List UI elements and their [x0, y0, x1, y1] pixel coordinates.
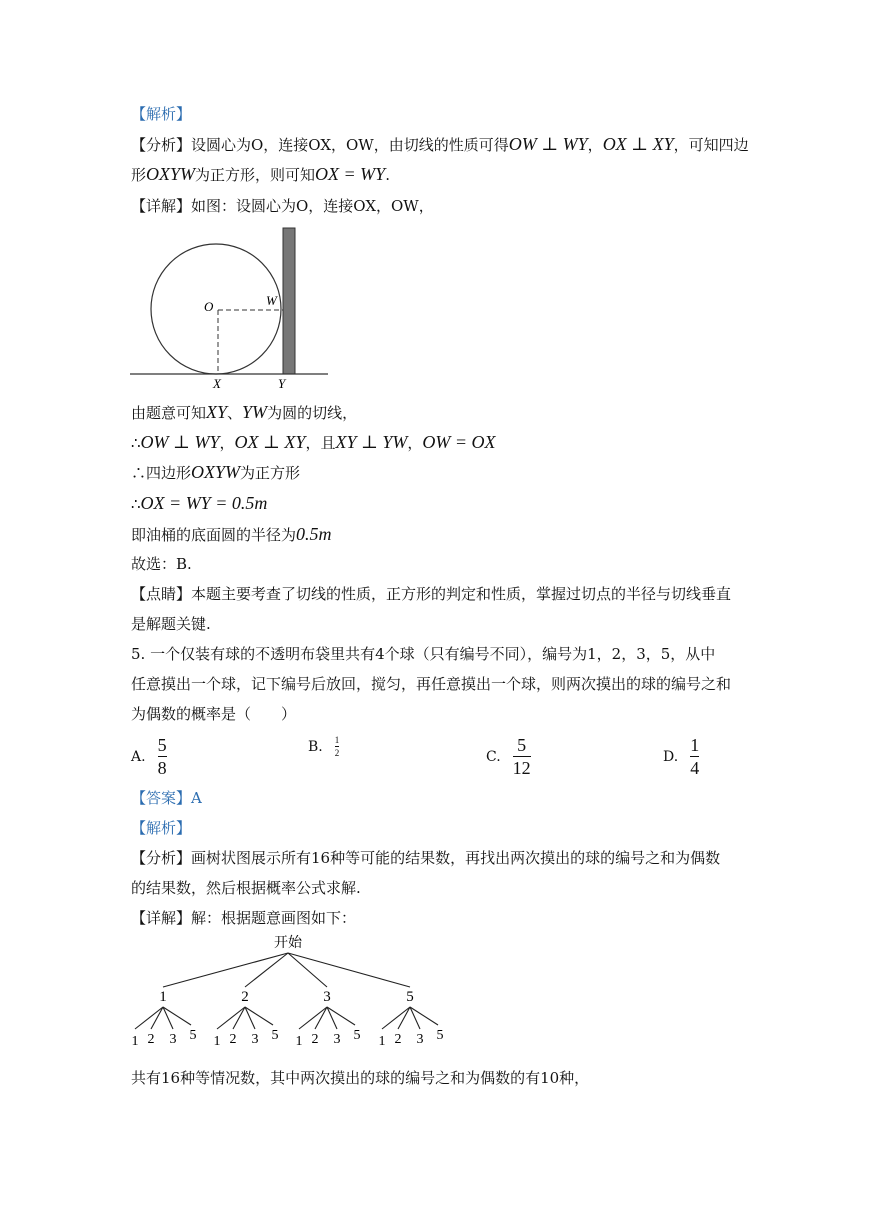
option-c — [486, 735, 531, 778]
tree-branch — [163, 953, 288, 987]
answer-line: 【答案】A — [131, 789, 202, 807]
text: ，且 — [305, 434, 336, 452]
detail-line-3 — [131, 432, 496, 453]
detail-line-4 — [131, 462, 300, 483]
question-line-1: 5. 一个仅装有球的不透明布袋里共有4个球（只有编号不同），编号为1，2，3，5，从中 — [131, 645, 716, 663]
tree-node-level2: 3 — [416, 1032, 424, 1047]
fraction-bar — [690, 756, 699, 757]
math: OW = OX — [422, 432, 496, 452]
option-d — [663, 735, 699, 778]
tree-node-level2: 1 — [378, 1034, 386, 1049]
tree-node-level2: 5 — [271, 1028, 279, 1043]
fraction — [335, 735, 340, 758]
tree-branch — [299, 1007, 327, 1029]
tree-branch — [217, 1007, 245, 1029]
tree-node-level2: 2 — [394, 1032, 402, 1047]
text: ， — [587, 136, 603, 154]
text: ∴ — [131, 434, 141, 452]
tree-node-level2: 1 — [213, 1034, 221, 1049]
label-Y: Y — [278, 376, 286, 391]
tree-node-level1: 1 — [159, 989, 167, 1005]
tree-node-level2: 1 — [295, 1034, 303, 1049]
detail2-line: 【详解】解：根据题意画图如下： — [131, 909, 357, 927]
tree-node-level2: 2 — [311, 1032, 319, 1047]
math: OW ⊥ WY — [140, 432, 220, 452]
tree-node-level2: 5 — [353, 1028, 361, 1043]
denominator: 12 — [512, 758, 531, 778]
numerator: 1 — [690, 735, 700, 755]
tree-node-level2: 5 — [436, 1028, 444, 1043]
text: 为圆的切线， — [267, 404, 358, 422]
circle-tangent-figure — [128, 225, 333, 393]
detail-line: 【详解】如图：设圆心为O，连接OX，OW， — [131, 197, 434, 215]
math: XY — [206, 402, 228, 422]
tree-branch — [245, 953, 288, 987]
tree-root-label: 开始 — [274, 936, 302, 951]
analysis-line-1 — [131, 134, 749, 155]
text: 为正方形，则可知 — [195, 166, 316, 184]
tree-branch — [233, 1007, 245, 1029]
tree-branch — [382, 1007, 410, 1029]
tree-node-level1: 3 — [323, 989, 331, 1005]
text: 形 — [131, 166, 147, 184]
text: ， — [219, 434, 235, 452]
tree-node-level1: 2 — [241, 989, 249, 1005]
option-label: D. — [663, 748, 679, 765]
option-b — [308, 735, 339, 758]
tree-node-level2: 3 — [169, 1032, 177, 1047]
analysis2-line-1: 【分析】画树状图展示所有16种等可能的结果数，再找出两次摸出的球的编号之和为偶数 — [131, 849, 721, 867]
option-label: B. — [308, 738, 323, 755]
fraction — [513, 735, 531, 778]
tree-node-level2: 2 — [229, 1032, 237, 1047]
section-heading-analysis-2: 【解析】 — [131, 819, 192, 837]
text: 、 — [227, 404, 243, 422]
numerator: 5 — [517, 735, 527, 755]
fraction — [690, 735, 699, 778]
math: OXYW — [191, 462, 241, 482]
fraction — [158, 735, 167, 778]
denominator: 4 — [690, 758, 700, 778]
question-line-2: 任意摸出一个球，记下编号后放回，搅匀，再任意摸出一个球，则两次摸出的球的编号之和 — [131, 675, 732, 693]
math: XY ⊥ YW — [335, 432, 408, 452]
comment-line-2: 是解题关键. — [131, 615, 211, 633]
tree-branch — [288, 953, 410, 987]
fraction-bar — [158, 756, 167, 757]
tree-branch — [398, 1007, 410, 1029]
comment-line-1: 【点睛】本题主要考查了切线的性质，正方形的判定和性质，掌握过切点的半径与切线垂直 — [131, 585, 732, 603]
math: OX ⊥ XY — [234, 432, 306, 452]
denominator: 2 — [334, 748, 340, 758]
label-O: O — [204, 299, 214, 314]
math: OX = WY — [315, 164, 386, 184]
conclusion-line: 共有16种等情况数，其中两次摸出的球的编号之和为偶数的有10种， — [131, 1069, 590, 1087]
tree-node-level2: 2 — [147, 1032, 155, 1047]
option-label: A. — [131, 748, 146, 765]
math: YW — [242, 402, 268, 422]
text: 由题意可知 — [131, 404, 207, 422]
tree-node-level2: 1 — [131, 1034, 139, 1049]
tree-branch — [151, 1007, 163, 1029]
math: OX ⊥ XY — [602, 134, 674, 154]
tree-branch — [135, 1007, 163, 1029]
tree-diagram — [125, 933, 455, 1057]
tree-node-level2: 5 — [189, 1028, 197, 1043]
math: OX = WY = 0.5m — [140, 493, 268, 513]
fraction-bar — [335, 746, 340, 747]
math: 0.5m — [296, 524, 332, 544]
numerator: 1 — [334, 735, 340, 745]
text: ∴四边形 — [131, 464, 192, 482]
label-W: W — [266, 293, 277, 308]
option-a — [131, 735, 167, 778]
tree-node-level1: 5 — [406, 989, 414, 1005]
choice-line: 故选：B. — [131, 555, 192, 573]
analysis2-line-2: 的结果数，然后根据概率公式求解. — [131, 879, 361, 897]
question-line-3: 为偶数的概率是（ ） — [131, 705, 297, 723]
label-X: X — [213, 376, 221, 391]
text: 为正方形 — [240, 464, 301, 482]
text: . — [385, 166, 390, 184]
math: OXYW — [146, 164, 196, 184]
analysis-line-2 — [131, 164, 390, 185]
text: ∴ — [131, 495, 141, 513]
tree-node-level2: 3 — [333, 1032, 341, 1047]
detail-line-6 — [131, 524, 332, 545]
option-label: C. — [486, 748, 501, 765]
section-heading-analysis: 【解析】 — [131, 105, 192, 123]
text: 即油桶的底面圆的半径为 — [131, 526, 297, 544]
math: OW ⊥ WY — [508, 134, 588, 154]
text: ，可知四边 — [673, 136, 749, 154]
tree-node-level2: 3 — [251, 1032, 259, 1047]
fraction-bar — [513, 756, 531, 757]
denominator: 8 — [157, 758, 167, 778]
numerator: 5 — [157, 735, 167, 755]
text: 【分析】设圆心为O，连接OX，OW，由切线的性质可得 — [131, 136, 509, 154]
detail-line-2 — [131, 402, 357, 423]
detail-line-5 — [131, 493, 267, 514]
text: ， — [407, 434, 423, 452]
tree-branch — [315, 1007, 327, 1029]
